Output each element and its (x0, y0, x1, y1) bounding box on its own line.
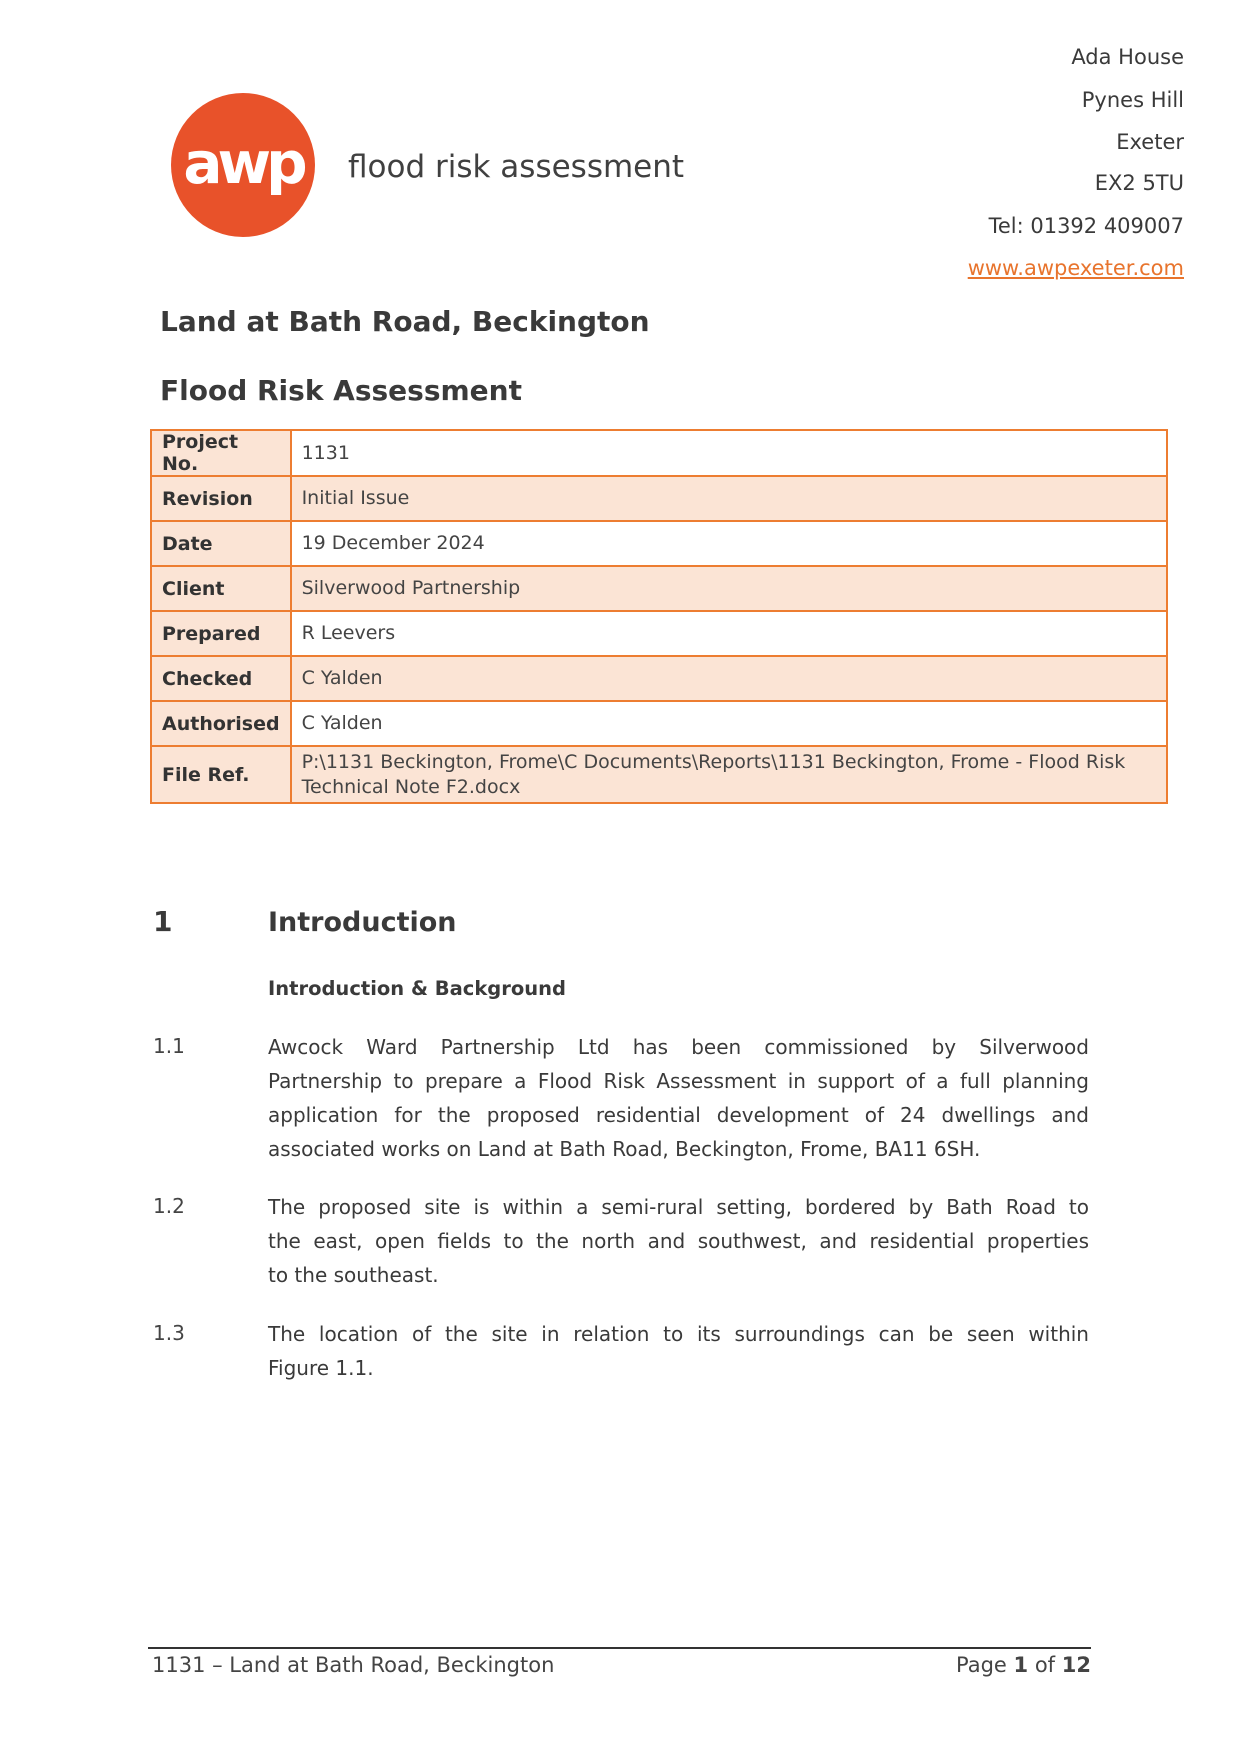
table-row (151, 476, 1167, 521)
table-row (151, 656, 1167, 701)
awp-logo (171, 93, 315, 237)
row-label: Date (151, 521, 291, 566)
paragraph-number: 1.3 (153, 1321, 185, 1345)
website-link[interactable]: www.awpexeter.com (967, 256, 1184, 280)
document-subtitle: Flood Risk Assessment (160, 374, 522, 407)
page-indicator (956, 1653, 1091, 1677)
footer-project: 1131 – Land at Bath Road, Beckington (152, 1653, 555, 1677)
table-row (151, 746, 1167, 803)
page-total: 12 (1061, 1653, 1091, 1677)
paragraph (268, 1030, 1089, 1166)
row-value: Initial Issue (291, 476, 1167, 521)
section-number: 1 (153, 905, 173, 938)
row-value: P:\1131 Beckington, Frome\C Documents\Reports\1131 Beckington, Frome - Flood Risk Technical Note F2.docx (291, 746, 1167, 803)
tagline: flood risk assessment (348, 149, 685, 185)
address-line: Ada House (1071, 45, 1184, 69)
section-title: Introduction (268, 907, 457, 938)
row-value: C Yalden (291, 656, 1167, 701)
paragraph-line: associated works on Land at Bath Road, Beckington, Frome, BA11 6SH. (268, 1137, 981, 1161)
address-line: EX2 5TU (1094, 171, 1184, 195)
row-label: Project No. (151, 430, 291, 476)
svg-text:awp: awp (183, 129, 303, 197)
row-value: Silverwood Partnership (291, 566, 1167, 611)
paragraph-line: application for the proposed residential development of 24 dwellings and (268, 1103, 1089, 1127)
row-label: Authorised (151, 701, 291, 746)
paragraph-line: Figure 1.1. (268, 1356, 374, 1380)
paragraph-line: Awcock Ward Partnership Ltd has been commissioned by Silverwood (268, 1035, 1089, 1059)
row-value: C Yalden (291, 701, 1167, 746)
page-of: of (1034, 1653, 1056, 1677)
address-line: Pynes Hill (1081, 88, 1184, 112)
address-line: Exeter (1116, 130, 1184, 154)
page-prefix: Page (955, 1653, 1007, 1677)
table-row (151, 701, 1167, 746)
table-row (151, 566, 1167, 611)
row-value: 1131 (291, 430, 1167, 476)
row-label: Client (151, 566, 291, 611)
paragraph (268, 1317, 1089, 1385)
paragraph-number: 1.1 (153, 1034, 185, 1058)
document-title: Land at Bath Road, Beckington (160, 305, 650, 338)
document-info-table (150, 429, 1168, 804)
table-row (151, 611, 1167, 656)
footer-divider (148, 1647, 1091, 1649)
phone-number: Tel: 01392 409007 (988, 214, 1184, 238)
table-row (151, 521, 1167, 566)
paragraph-line: Partnership to prepare a Flood Risk Assessment in support of a full planning (268, 1069, 1089, 1093)
paragraph-line: the east, open fields to the north and southwest, and residential properties (268, 1229, 1089, 1253)
row-label: File Ref. (151, 746, 291, 803)
row-label: Revision (151, 476, 291, 521)
row-label: Checked (151, 656, 291, 701)
paragraph-line: The location of the site in relation to its surroundings can be seen within (268, 1322, 1089, 1346)
table-row (151, 430, 1167, 476)
row-value: 19 December 2024 (291, 521, 1167, 566)
row-label: Prepared (151, 611, 291, 656)
paragraph-line: The proposed site is within a semi-rural setting, bordered by Bath Road to (268, 1195, 1089, 1219)
page-current: 1 (1013, 1653, 1029, 1677)
section-subheading: Introduction & Background (268, 977, 566, 1000)
paragraph-number: 1.2 (153, 1194, 185, 1218)
paragraph (268, 1190, 1089, 1292)
paragraph-line: to the southeast. (268, 1263, 439, 1287)
row-value: R Leevers (291, 611, 1167, 656)
